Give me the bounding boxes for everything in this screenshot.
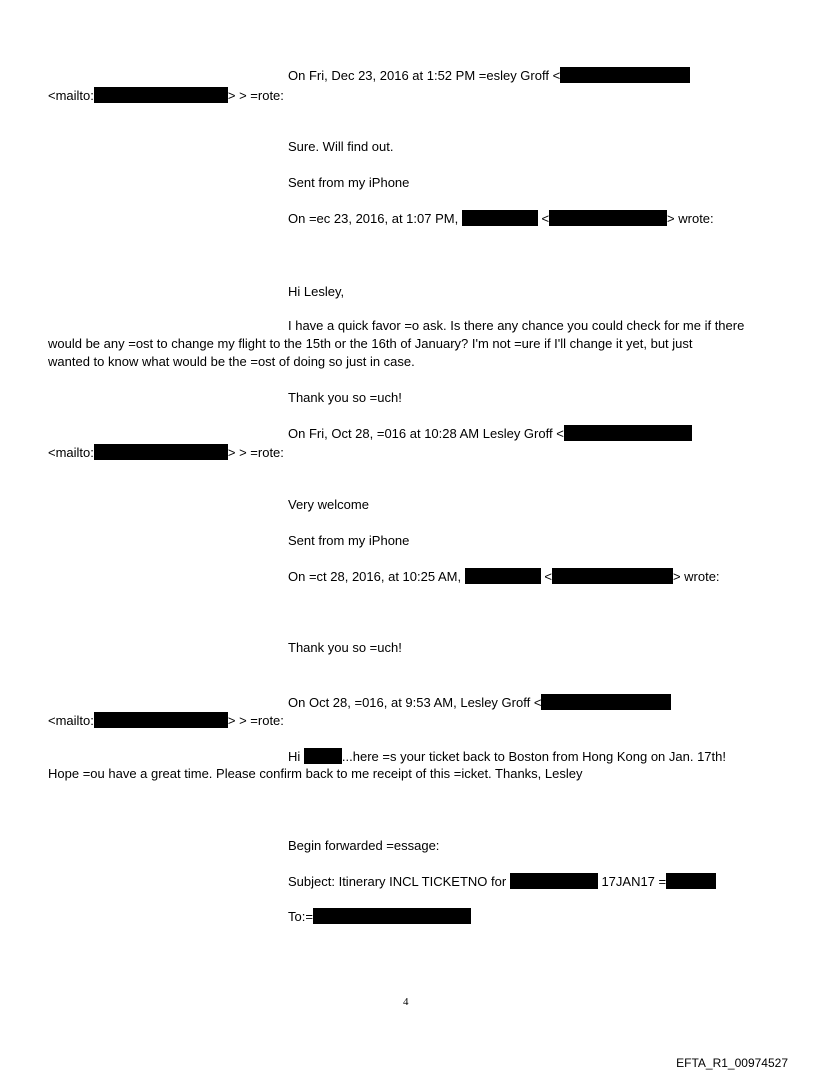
redaction: [564, 425, 692, 441]
signature: Sent from my iPhone: [288, 175, 410, 190]
reply-header-5-mailto: <mailto: > > =rote:: [48, 713, 284, 728]
message-text: Hi ...here =s your ticket back to Boston from Hong Kong on Jan. 17th!: [288, 749, 726, 764]
message-text: Very welcome: [288, 497, 369, 512]
redaction: [313, 908, 471, 924]
redaction: [666, 873, 716, 889]
bates-number: EFTA_R1_00974527: [676, 1056, 788, 1070]
redaction: [465, 568, 541, 584]
message-greeting: Hi Lesley,: [288, 284, 345, 299]
redaction: [541, 694, 671, 710]
redaction: [304, 748, 342, 764]
signature: Sent from my iPhone: [288, 533, 410, 548]
reply-header-1: On Fri, Dec 23, 2016 at 1:52 PM =esley Groff <: [288, 67, 690, 84]
message-text: I have a quick favor =o ask. Is there any chance you could check for me if there: [288, 318, 745, 333]
to-line: To:=: [288, 908, 471, 925]
reply-header-3: On Fri, Oct 28, =016 at 10:28 AM Lesley Groff <: [288, 425, 692, 442]
message-text: Hope =ou have a great time. Please confirm back to me receipt of this =icket. Thanks, Lesley: [48, 766, 583, 781]
reply-header-5: On Oct 28, =016, at 9:53 AM, Lesley Groff <: [288, 694, 671, 711]
redaction: [462, 210, 538, 226]
redaction: [94, 444, 228, 460]
message-text: Thank you so =uch!: [288, 640, 402, 655]
message-text: Sure. Will find out.: [288, 139, 394, 154]
message-text: wanted to know what would be the =ost of doing so just in case.: [48, 354, 415, 369]
redaction: [94, 712, 228, 728]
subject-line: Subject: Itinerary INCL TICKETNO for 17JAN17 =: [288, 873, 716, 890]
redaction: [552, 568, 673, 584]
reply-header-3-mailto: <mailto: > > =rote:: [48, 445, 284, 460]
reply-header-2: On =ec 23, 2016, at 1:07 PM, < > wrote:: [288, 211, 714, 226]
reply-header-4: On =ct 28, 2016, at 10:25 AM, < > wrote:: [288, 569, 720, 584]
redaction: [94, 87, 228, 103]
forwarded-header: Begin forwarded =essage:: [288, 838, 440, 853]
message-text: would be any =ost to change my flight to the 15th or the 16th of January? I'm not =ure if I'll change it yet, but just: [48, 336, 693, 351]
redaction: [560, 67, 690, 83]
redaction: [549, 210, 667, 226]
reply-header-1-mailto: <mailto: > > =rote:: [48, 88, 284, 103]
page-number: 4: [403, 996, 409, 1008]
message-text: Thank you so =uch!: [288, 390, 402, 405]
redaction: [510, 873, 598, 889]
